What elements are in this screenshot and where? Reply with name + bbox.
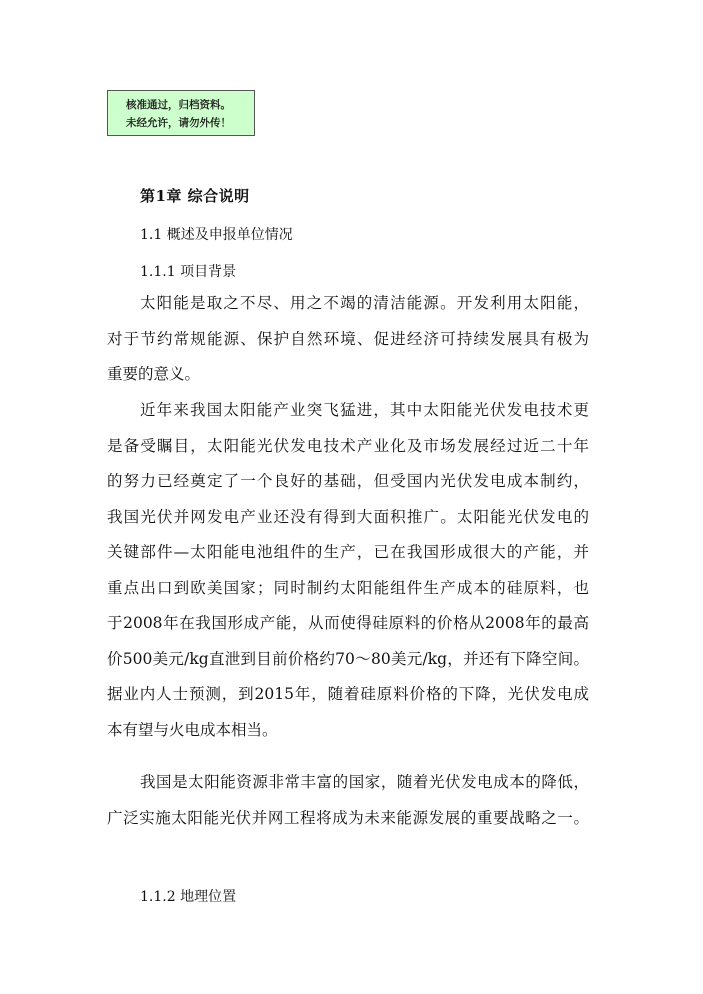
paragraph-line: 太阳能是取之不尽、用之不竭的清洁能源。开发利用太阳能， [140, 294, 589, 312]
paragraph-line: 据业内人士预测，到2015年，随着硅原料价格的下降，光伏发电成 [107, 685, 589, 703]
paragraph-line: 对于节约常规能源、保护自然环境、促进经济可持续发展具有极为 [107, 329, 589, 348]
paragraph-line: 是备受瞩目，太阳能光伏发电技术产业化及市场发展经过近二十年 [107, 436, 589, 455]
paragraph-line: 广泛实施太阳能光伏并网工程将成为未来能源发展的重要战略之一。 [107, 808, 589, 827]
section-heading-1-1-1: 1.1.1 项目背景 [140, 264, 237, 280]
paragraph-line: 近年来我国太阳能产业突飞猛进，其中太阳能光伏发电技术更 [140, 401, 589, 419]
notice-line-2: 未经允许，请勿外传！ [126, 117, 231, 129]
paragraph-1 [107, 286, 589, 393]
paragraph-line: 我国是太阳能资源非常丰富的国家，随着光伏发电成本的降低， [140, 773, 589, 791]
paragraph-line: 价500美元/kg直泄到目前价格约70～80美元/kg，并还有下降空间。 [107, 649, 589, 668]
paragraph-2 [107, 393, 589, 748]
paragraph-line: 我国光伏并网发电产业还没有得到大面积推广。太阳能光伏发电的 [107, 507, 589, 526]
paragraph-line: 重点出口到欧美国家；同时制约太阳能组件生产成本的硅原料，也 [107, 578, 589, 597]
chapter-title: 第1章 综合说明 [140, 187, 250, 205]
paragraph-line: 本有望与火电成本相当。 [107, 720, 278, 739]
section-heading-1-1: 1.1 概述及申报单位情况 [140, 227, 293, 243]
paragraph-3 [107, 765, 589, 836]
paragraph-line: 的努力已经奠定了一个良好的基础，但受国内光伏发电成本制约， [107, 472, 589, 490]
paragraph-line: 关键部件—太阳能电池组件的生产，已在我国形成很大的产能，并 [107, 543, 589, 561]
notice-line-1: 核准通过，归档资料。 [126, 99, 231, 111]
approval-notice-box [107, 90, 255, 136]
paragraph-line: 于2008年在我国形成产能，从而使得硅原料的价格从2008年的最高 [107, 614, 589, 632]
paragraph-line: 重要的意义。 [107, 365, 201, 383]
section-heading-1-1-2: 1.1.2 地理位置 [140, 889, 237, 905]
